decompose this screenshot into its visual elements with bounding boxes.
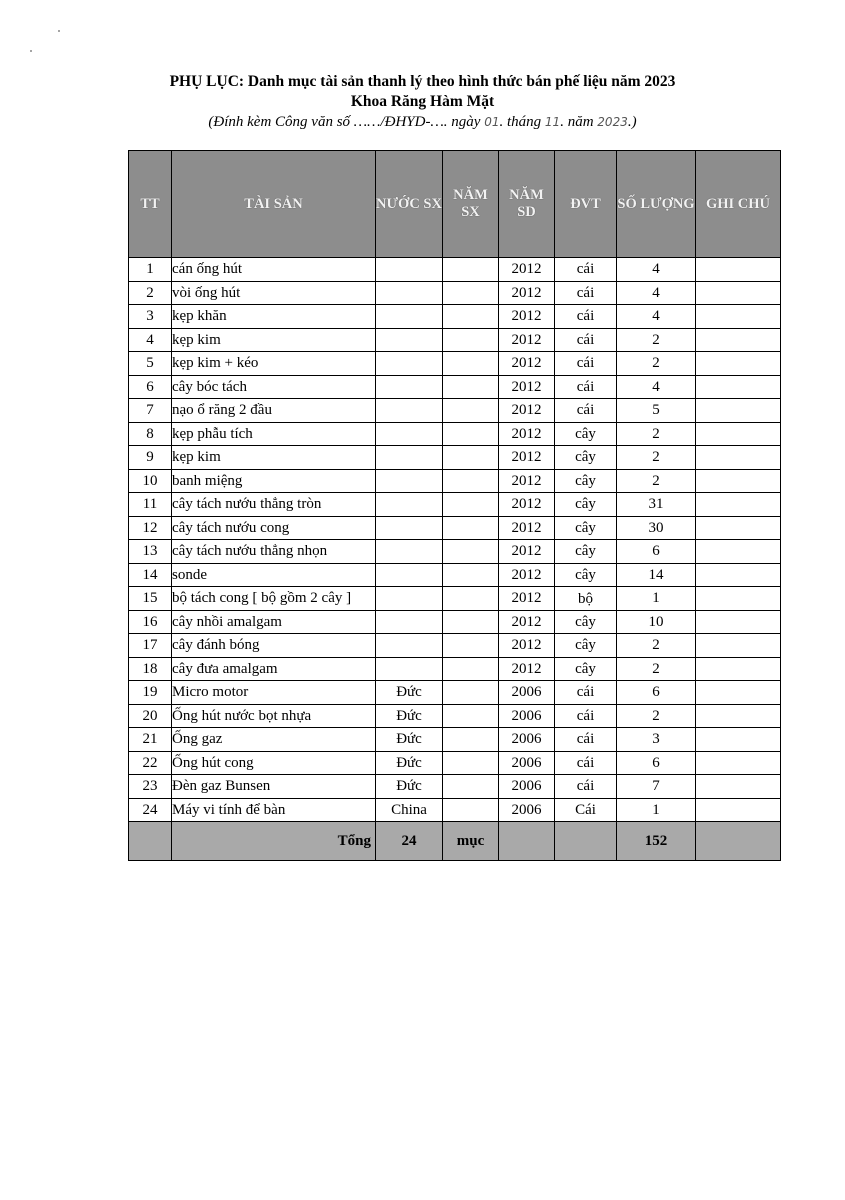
column-header-year-used: NĂM SD (499, 151, 555, 258)
total-label: Tổng (172, 822, 376, 861)
year-manufactured-cell (443, 540, 499, 564)
quantity-cell: 1 (617, 798, 696, 822)
quantity-cell: 2 (617, 352, 696, 376)
note-cell (696, 399, 781, 423)
quantity-cell: 4 (617, 375, 696, 399)
country-of-origin-cell (376, 305, 443, 329)
column-header-unit: ĐVT (555, 151, 617, 258)
year-manufactured-cell (443, 493, 499, 517)
asset-name-cell: kẹp kim + kéo (172, 352, 376, 376)
year-manufactured-cell (443, 469, 499, 493)
handwritten-month: 11 (544, 115, 561, 129)
country-of-origin-cell (376, 446, 443, 470)
country-of-origin-cell: Đức (376, 704, 443, 728)
note-cell (696, 469, 781, 493)
quantity-cell: 31 (617, 493, 696, 517)
asset-table (128, 150, 781, 861)
row-number-cell: 24 (129, 798, 172, 822)
year-in-use-cell: 2012 (499, 610, 555, 634)
row-number-cell: 8 (129, 422, 172, 446)
total-empty-cell (696, 822, 781, 861)
quantity-cell: 2 (617, 328, 696, 352)
note-cell (696, 657, 781, 681)
country-of-origin-cell (376, 634, 443, 658)
column-header-year-made: NĂM SX (443, 151, 499, 258)
unit-cell: cái (555, 281, 617, 305)
year-manufactured-cell (443, 798, 499, 822)
country-of-origin-cell (376, 258, 443, 282)
asset-name-cell: cây tách nướu thẳng tròn (172, 493, 376, 517)
note-cell (696, 563, 781, 587)
year-manufactured-cell (443, 516, 499, 540)
country-of-origin-cell: Đức (376, 775, 443, 799)
row-number-cell: 12 (129, 516, 172, 540)
country-of-origin-cell (376, 610, 443, 634)
row-number-cell: 13 (129, 540, 172, 564)
year-manufactured-cell (443, 587, 499, 611)
table-row (129, 704, 781, 728)
year-manufactured-cell (443, 375, 499, 399)
unit-cell: bộ (555, 587, 617, 611)
year-in-use-cell: 2012 (499, 305, 555, 329)
row-number-cell: 10 (129, 469, 172, 493)
note-suffix: .) (627, 114, 637, 130)
year-in-use-cell: 2012 (499, 516, 555, 540)
column-header-tt: TT (129, 151, 172, 258)
column-header-quantity: SỐ LƯỢNG (617, 151, 696, 258)
note-cell (696, 704, 781, 728)
country-of-origin-cell: Đức (376, 681, 443, 705)
asset-name-cell: kẹp kim (172, 328, 376, 352)
country-of-origin-cell: Đức (376, 728, 443, 752)
country-of-origin-cell (376, 540, 443, 564)
handwritten-year: 2023 (597, 115, 628, 129)
quantity-cell: 7 (617, 775, 696, 799)
unit-cell: cây (555, 563, 617, 587)
unit-cell: cây (555, 493, 617, 517)
quantity-cell: 4 (617, 305, 696, 329)
unit-cell: cái (555, 728, 617, 752)
year-in-use-cell: 2006 (499, 775, 555, 799)
row-number-cell: 16 (129, 610, 172, 634)
row-number-cell: 2 (129, 281, 172, 305)
note-cell (696, 446, 781, 470)
table-row (129, 422, 781, 446)
year-in-use-cell: 2012 (499, 493, 555, 517)
table-row (129, 375, 781, 399)
note-cell (696, 751, 781, 775)
row-number-cell: 11 (129, 493, 172, 517)
asset-name-cell: cây tách nướu thẳng nhọn (172, 540, 376, 564)
unit-cell: cây (555, 657, 617, 681)
table-row (129, 446, 781, 470)
total-empty-cell (555, 822, 617, 861)
unit-cell: cây (555, 469, 617, 493)
attachment-note (0, 112, 845, 132)
quantity-cell: 10 (617, 610, 696, 634)
asset-name-cell: Ống hút cong (172, 751, 376, 775)
unit-cell: cái (555, 305, 617, 329)
table-row (129, 493, 781, 517)
row-number-cell: 18 (129, 657, 172, 681)
total-quantity: 152 (617, 822, 696, 861)
column-header-note: GHI CHÚ (696, 151, 781, 258)
country-of-origin-cell (376, 352, 443, 376)
total-count-unit: mục (443, 822, 499, 861)
year-in-use-cell: 2006 (499, 751, 555, 775)
table-row (129, 258, 781, 282)
asset-name-cell: kẹp kim (172, 446, 376, 470)
document-header (0, 72, 845, 132)
asset-name-cell: cây nhồi amalgam (172, 610, 376, 634)
quantity-cell: 3 (617, 728, 696, 752)
unit-cell: Cái (555, 798, 617, 822)
note-cell (696, 281, 781, 305)
unit-cell: cái (555, 751, 617, 775)
table-row (129, 798, 781, 822)
row-number-cell: 5 (129, 352, 172, 376)
table-header (129, 151, 781, 258)
year-in-use-cell: 2012 (499, 657, 555, 681)
note-prefix: (Đính kèm Công văn số ……/ĐHYD-…. ngày (208, 114, 485, 130)
quantity-cell: 6 (617, 681, 696, 705)
quantity-cell: 4 (617, 258, 696, 282)
table-row (129, 657, 781, 681)
table-row (129, 610, 781, 634)
note-cell (696, 587, 781, 611)
table-row (129, 328, 781, 352)
row-number-cell: 14 (129, 563, 172, 587)
quantity-cell: 6 (617, 751, 696, 775)
year-in-use-cell: 2012 (499, 352, 555, 376)
table-row (129, 281, 781, 305)
unit-cell: cây (555, 446, 617, 470)
total-empty-cell (129, 822, 172, 861)
quantity-cell: 2 (617, 634, 696, 658)
row-number-cell: 15 (129, 587, 172, 611)
note-cell (696, 375, 781, 399)
row-number-cell: 6 (129, 375, 172, 399)
asset-name-cell: kẹp khăn (172, 305, 376, 329)
year-manufactured-cell (443, 446, 499, 470)
table-row (129, 587, 781, 611)
year-manufactured-cell (443, 728, 499, 752)
note-cell (696, 634, 781, 658)
year-manufactured-cell (443, 775, 499, 799)
scan-speck (30, 50, 32, 52)
asset-name-cell: cây đưa amalgam (172, 657, 376, 681)
table-row (129, 399, 781, 423)
year-manufactured-cell (443, 657, 499, 681)
note-cell (696, 610, 781, 634)
year-in-use-cell: 2012 (499, 375, 555, 399)
note-mid-2: . năm (560, 114, 598, 130)
total-count: 24 (376, 822, 443, 861)
unit-cell: cái (555, 399, 617, 423)
unit-cell: cây (555, 610, 617, 634)
unit-cell: cái (555, 375, 617, 399)
asset-name-cell: vòi ống hút (172, 281, 376, 305)
row-number-cell: 3 (129, 305, 172, 329)
year-manufactured-cell (443, 422, 499, 446)
year-manufactured-cell (443, 305, 499, 329)
table-row (129, 751, 781, 775)
table-row (129, 469, 781, 493)
column-header-country: NƯỚC SX (376, 151, 443, 258)
asset-name-cell: banh miệng (172, 469, 376, 493)
department-name: Khoa Răng Hàm Mặt (350, 93, 495, 110)
unit-cell: cây (555, 516, 617, 540)
year-in-use-cell: 2012 (499, 258, 555, 282)
table-body (129, 258, 781, 822)
row-number-cell: 23 (129, 775, 172, 799)
year-in-use-cell: 2012 (499, 446, 555, 470)
year-in-use-cell: 2012 (499, 540, 555, 564)
asset-name-cell: Ống gaz (172, 728, 376, 752)
asset-name-cell: cây tách nướu cong (172, 516, 376, 540)
quantity-cell: 1 (617, 587, 696, 611)
year-manufactured-cell (443, 634, 499, 658)
note-cell (696, 728, 781, 752)
year-in-use-cell: 2012 (499, 469, 555, 493)
row-number-cell: 20 (129, 704, 172, 728)
country-of-origin-cell (376, 516, 443, 540)
note-cell (696, 352, 781, 376)
year-manufactured-cell (443, 704, 499, 728)
note-cell (696, 258, 781, 282)
unit-cell: cái (555, 775, 617, 799)
asset-name-cell: cây đánh bóng (172, 634, 376, 658)
quantity-cell: 14 (617, 563, 696, 587)
row-number-cell: 19 (129, 681, 172, 705)
asset-name-cell: sonde (172, 563, 376, 587)
asset-name-cell: cây bóc tách (172, 375, 376, 399)
page-title: PHỤ LỤC: Danh mục tài sản thanh lý theo hình thức bán phế liệu năm 2023 (169, 73, 676, 90)
country-of-origin-cell (376, 493, 443, 517)
unit-cell: cái (555, 704, 617, 728)
year-in-use-cell: 2006 (499, 798, 555, 822)
year-manufactured-cell (443, 281, 499, 305)
quantity-cell: 2 (617, 657, 696, 681)
unit-cell: cây (555, 422, 617, 446)
table-row (129, 563, 781, 587)
note-cell (696, 540, 781, 564)
table-row (129, 352, 781, 376)
asset-name-cell: Ống hút nước bọt nhựa (172, 704, 376, 728)
table-row (129, 305, 781, 329)
table-row (129, 728, 781, 752)
country-of-origin-cell (376, 375, 443, 399)
year-manufactured-cell (443, 258, 499, 282)
quantity-cell: 6 (617, 540, 696, 564)
column-header-asset: TÀI SẢN (172, 151, 376, 258)
note-cell (696, 516, 781, 540)
country-of-origin-cell (376, 281, 443, 305)
asset-name-cell: nạo ổ răng 2 đầu (172, 399, 376, 423)
unit-cell: cái (555, 681, 617, 705)
year-in-use-cell: 2012 (499, 399, 555, 423)
asset-name-cell: Micro motor (172, 681, 376, 705)
asset-name-cell: Máy vi tính để bàn (172, 798, 376, 822)
table-row (129, 634, 781, 658)
handwritten-day: 01 (484, 115, 500, 129)
year-in-use-cell: 2006 (499, 681, 555, 705)
quantity-cell: 30 (617, 516, 696, 540)
country-of-origin-cell (376, 657, 443, 681)
country-of-origin-cell (376, 422, 443, 446)
note-cell (696, 798, 781, 822)
asset-name-cell: Đèn gaz Bunsen (172, 775, 376, 799)
year-manufactured-cell (443, 751, 499, 775)
note-cell (696, 328, 781, 352)
country-of-origin-cell (376, 563, 443, 587)
country-of-origin-cell: China (376, 798, 443, 822)
year-in-use-cell: 2012 (499, 587, 555, 611)
row-number-cell: 21 (129, 728, 172, 752)
year-manufactured-cell (443, 328, 499, 352)
unit-cell: cái (555, 258, 617, 282)
scan-speck (58, 30, 60, 32)
row-number-cell: 4 (129, 328, 172, 352)
unit-cell: cây (555, 634, 617, 658)
year-in-use-cell: 2012 (499, 634, 555, 658)
total-row (129, 822, 781, 861)
quantity-cell: 2 (617, 704, 696, 728)
note-cell (696, 422, 781, 446)
year-manufactured-cell (443, 352, 499, 376)
note-cell (696, 305, 781, 329)
note-cell (696, 775, 781, 799)
row-number-cell: 7 (129, 399, 172, 423)
country-of-origin-cell (376, 328, 443, 352)
table-row (129, 516, 781, 540)
year-in-use-cell: 2012 (499, 281, 555, 305)
table-row (129, 540, 781, 564)
quantity-cell: 2 (617, 422, 696, 446)
country-of-origin-cell (376, 399, 443, 423)
country-of-origin-cell: Đức (376, 751, 443, 775)
year-manufactured-cell (443, 563, 499, 587)
year-in-use-cell: 2012 (499, 328, 555, 352)
note-cell (696, 493, 781, 517)
row-number-cell: 1 (129, 258, 172, 282)
year-in-use-cell: 2006 (499, 704, 555, 728)
asset-name-cell: kẹp phẫu tích (172, 422, 376, 446)
year-in-use-cell: 2012 (499, 563, 555, 587)
year-in-use-cell: 2012 (499, 422, 555, 446)
note-mid-1: . tháng (499, 114, 545, 130)
total-empty-cell (499, 822, 555, 861)
unit-cell: cái (555, 328, 617, 352)
year-manufactured-cell (443, 681, 499, 705)
table-row (129, 681, 781, 705)
table-row (129, 775, 781, 799)
year-in-use-cell: 2006 (499, 728, 555, 752)
quantity-cell: 4 (617, 281, 696, 305)
unit-cell: cây (555, 540, 617, 564)
quantity-cell: 5 (617, 399, 696, 423)
table-footer (129, 822, 781, 861)
row-number-cell: 22 (129, 751, 172, 775)
unit-cell: cái (555, 352, 617, 376)
year-manufactured-cell (443, 610, 499, 634)
quantity-cell: 2 (617, 469, 696, 493)
note-cell (696, 681, 781, 705)
row-number-cell: 9 (129, 446, 172, 470)
country-of-origin-cell (376, 587, 443, 611)
asset-name-cell: cán ống hút (172, 258, 376, 282)
asset-name-cell: bộ tách cong [ bộ gồm 2 cây ] (172, 587, 376, 611)
quantity-cell: 2 (617, 446, 696, 470)
country-of-origin-cell (376, 469, 443, 493)
row-number-cell: 17 (129, 634, 172, 658)
year-manufactured-cell (443, 399, 499, 423)
